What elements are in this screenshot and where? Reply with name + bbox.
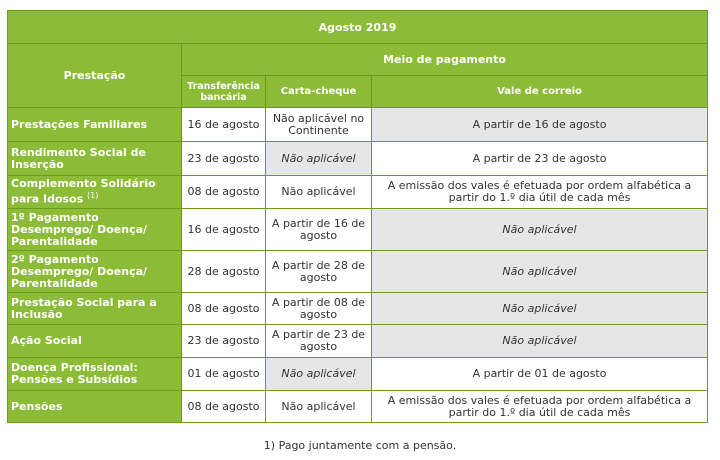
row-prestacao-label: Complemento Solidário para Idosos — [11, 177, 156, 206]
table-row — [8, 391, 708, 423]
row-carta-cheque: Não aplicável no Continente — [266, 108, 372, 142]
table-row — [8, 293, 708, 325]
row-prestacao: Doença Profissional: Pensões e Subsídios — [8, 358, 182, 391]
row-carta-cheque: A partir de 28 de agosto — [266, 251, 372, 293]
row-prestacao: Prestação Social para a Inclusão — [8, 293, 182, 325]
table-title: Agosto 2019 — [8, 11, 708, 44]
row-prestacao: Pensões — [8, 391, 182, 423]
row-prestacao: Ação Social — [8, 325, 182, 358]
row-vale-correio: Não aplicável — [372, 209, 708, 251]
payment-calendar-table — [7, 10, 708, 423]
table-row — [8, 209, 708, 251]
table-row — [8, 325, 708, 358]
row-prestacao: 2º Pagamento Desemprego/ Doença/ Parentalidade — [8, 251, 182, 293]
row-carta-cheque: A partir de 08 de agosto — [266, 293, 372, 325]
table-row — [8, 108, 708, 142]
column-header-prestacao: Prestação — [8, 44, 182, 108]
column-header-transferencia: Transferência bancária — [182, 76, 266, 108]
row-prestacao: Prestações Familiares — [8, 108, 182, 142]
table-row — [8, 142, 708, 176]
footnote-reference: (1) — [87, 191, 99, 201]
row-transferencia: 23 de agosto — [182, 142, 266, 176]
row-vale-correio: A emissão dos vales é efetuada por ordem alfabética a partir do 1.º dia útil de cada mês — [372, 391, 708, 423]
row-transferencia: 23 de agosto — [182, 325, 266, 358]
row-carta-cheque: Não aplicável — [266, 391, 372, 423]
row-carta-cheque: Não aplicável — [266, 142, 372, 176]
row-vale-correio: Não aplicável — [372, 251, 708, 293]
row-vale-correio: A partir de 01 de agosto — [372, 358, 708, 391]
row-transferencia: 16 de agosto — [182, 209, 266, 251]
table-row — [8, 358, 708, 391]
row-prestacao: 1º Pagamento Desemprego/ Doença/ Parentalidade — [8, 209, 182, 251]
table-row — [8, 251, 708, 293]
row-vale-correio: A partir de 23 de agosto — [372, 142, 708, 176]
row-carta-cheque: Não aplicável — [266, 176, 372, 209]
column-header-vale-correio: Vale de correio — [372, 76, 708, 108]
column-header-meio-pagamento: Meio de pagamento — [182, 44, 708, 76]
row-carta-cheque: A partir de 16 de agosto — [266, 209, 372, 251]
row-transferencia: 08 de agosto — [182, 176, 266, 209]
row-prestacao — [8, 176, 182, 209]
column-header-carta-cheque: Carta-cheque — [266, 76, 372, 108]
row-vale-correio: A partir de 16 de agosto — [372, 108, 708, 142]
row-transferencia: 08 de agosto — [182, 391, 266, 423]
row-carta-cheque: A partir de 23 de agosto — [266, 325, 372, 358]
footnote: 1) Pago juntamente com a pensão. — [263, 439, 457, 452]
row-transferencia: 08 de agosto — [182, 293, 266, 325]
table-row — [8, 176, 708, 209]
row-transferencia: 28 de agosto — [182, 251, 266, 293]
row-vale-correio: Não aplicável — [372, 293, 708, 325]
row-prestacao: Rendimento Social de Inserção — [8, 142, 182, 176]
row-transferencia: 16 de agosto — [182, 108, 266, 142]
row-vale-correio: A emissão dos vales é efetuada por ordem alfabética a partir do 1.º dia útil de cada mês — [372, 176, 708, 209]
row-vale-correio: Não aplicável — [372, 325, 708, 358]
row-transferencia: 01 de agosto — [182, 358, 266, 391]
row-carta-cheque: Não aplicável — [266, 358, 372, 391]
